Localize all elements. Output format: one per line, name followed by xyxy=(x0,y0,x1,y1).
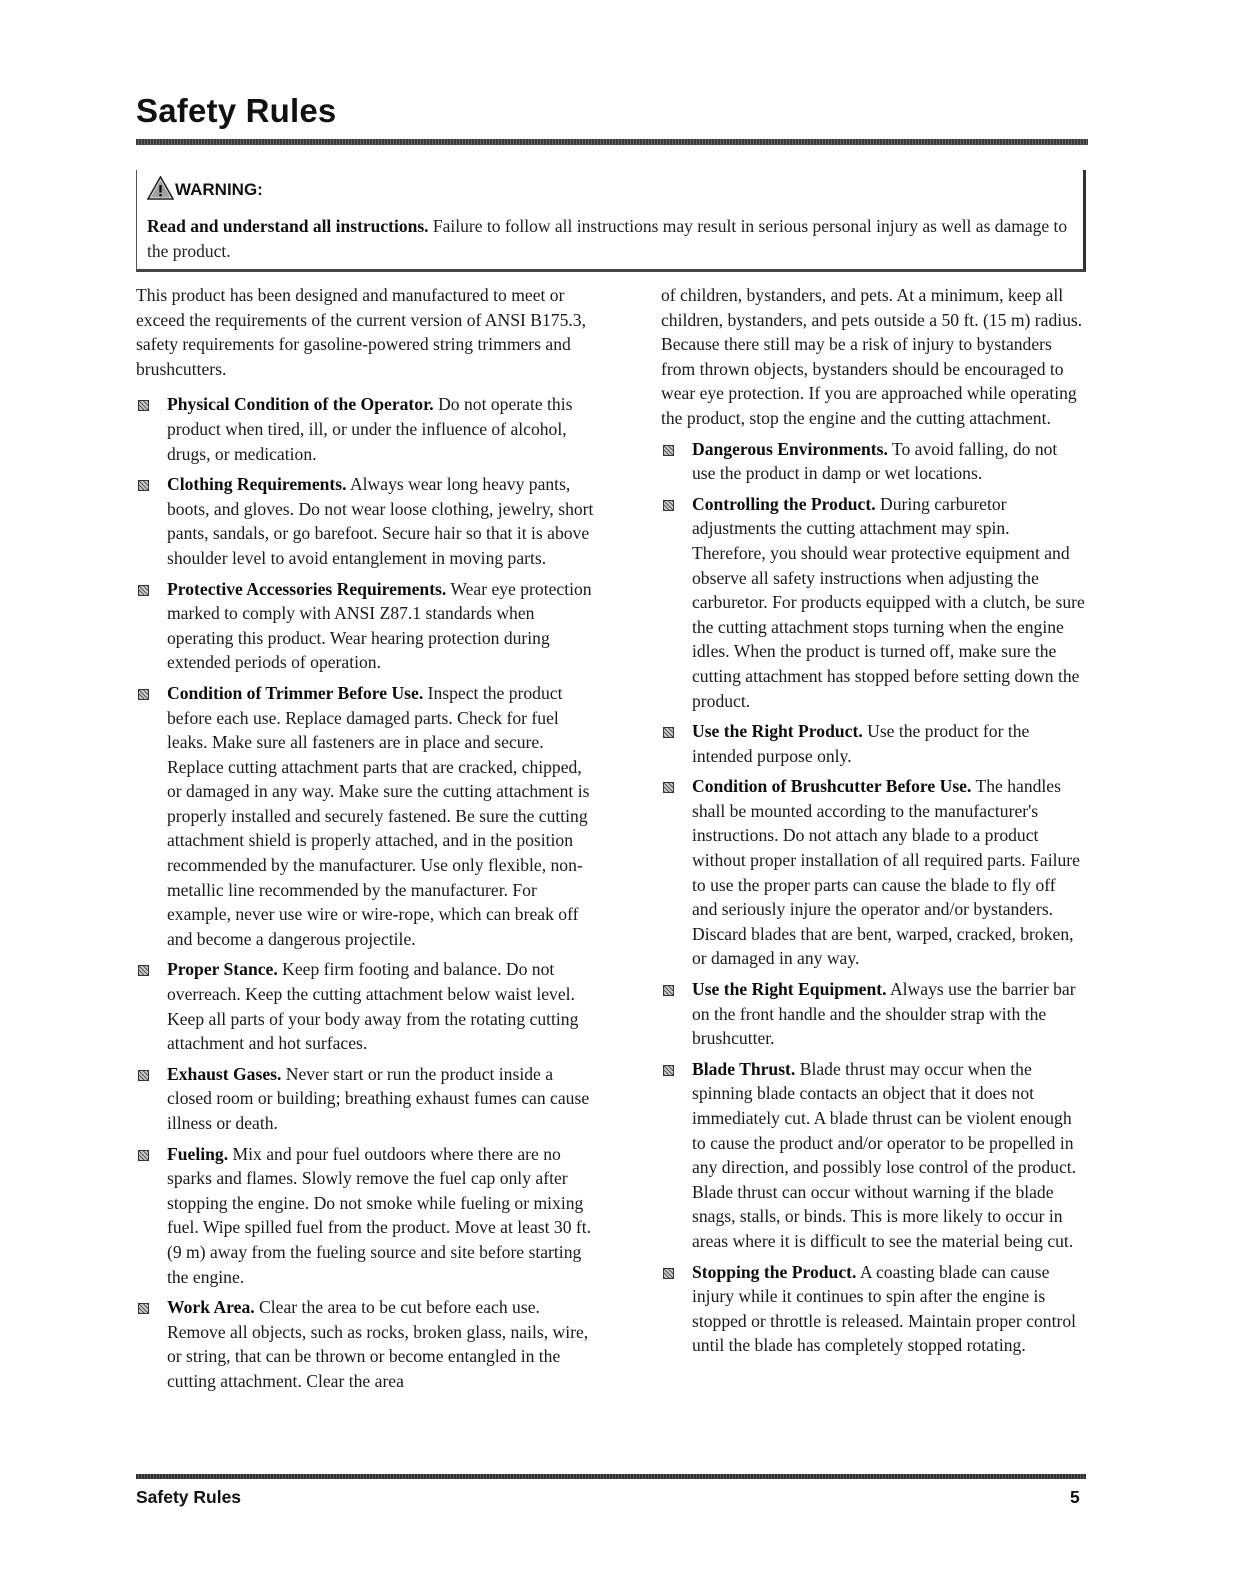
warning-bold-text: Read and understand all instructions. xyxy=(147,216,429,236)
warning-body-text: Failure to follow all instructions may result in serious personal injury as well as damage to the product. xyxy=(147,216,1068,261)
bullet-icon xyxy=(136,392,167,466)
bullet-icon xyxy=(136,472,167,570)
continuation-paragraph: of children, bystanders, and pets. At a minimum, keep all children, bystanders, and pets outside a 50 ft. (15 m) radius. Because there still may be a risk of injury to bystanders from thrown objects, bystanders should be encouraged to wear eye protection. If you are approached while operating the product, stop the engine and the cutting attachment. xyxy=(661,285,1083,428)
intro-paragraph: This product has been designed and manufactured to meet or exceed the requirements of the current version of ANSI B175.3, safety requirements for gasoline-powered string trimmers and brushcutters. xyxy=(136,285,586,379)
rule-text: Never start or run the product inside a closed room or building; breathing exhaust fumes can cause illness or death. xyxy=(167,1063,590,1133)
bullet-icon xyxy=(661,1057,692,1254)
rule-item-clothing xyxy=(136,472,594,570)
rule-title: Use the Right Equipment. xyxy=(692,979,887,1000)
bullet-icon xyxy=(136,1062,167,1136)
rule-text: To avoid falling, do not use the product in damp or wet locations. xyxy=(692,438,1058,484)
rule-title: Dangerous Environments. xyxy=(692,438,888,459)
rule-title: Stopping the Product. xyxy=(692,1261,857,1282)
rule-text: Blade thrust may occur when the spinning blade contacts an object that it does not immediately cut. A blade thrust can be violent enough to cause the product and/or operator to be propelled in any direction, and possibly lose control of the product. Blade thrust can occur without warning if the blade snags, stalls, or binds. This is more likely to occur in areas where it is difficult to see the material being cut. xyxy=(692,1058,1077,1251)
bullet-icon xyxy=(136,1295,167,1393)
rule-item-trimmer-condition xyxy=(136,681,594,952)
right-column xyxy=(661,283,1085,1364)
rule-item-protective-accessories xyxy=(136,577,594,675)
rule-item-right-product xyxy=(661,719,1085,768)
warning-text xyxy=(147,214,1077,264)
bullet-icon xyxy=(661,492,692,713)
bullet-icon xyxy=(136,577,167,675)
rule-title: Proper Stance. xyxy=(167,959,278,980)
rule-text: Inspect the product before each use. Replace damaged parts. Check for fuel leaks. Make sure all fasteners are in place and secure. Replace cutting attachment parts that are cracked, chipped, or damaged in any way. Make sure the cutting attachment is properly installed and securely fastened. Be sure the cutting attachment shield is properly attached, and in the position recommended by the manufacturer. Use only flexible, non-metallic line recommended by the manufacturer. For example, never use wire or wire-rope, which can break off and become a dangerous projectile. xyxy=(167,682,590,949)
rule-title: Clothing Requirements. xyxy=(167,474,347,495)
rule-text: Do not operate this product when tired, ill, or under the influence of alcohol, drugs, or medication. xyxy=(167,394,573,464)
warning-header xyxy=(147,176,263,200)
bullet-icon xyxy=(661,977,692,1051)
rule-item-brushcutter-condition xyxy=(661,774,1085,971)
rule-item-proper-stance xyxy=(136,957,594,1055)
rule-text: Keep firm footing and balance. Do not overreach. Keep the cutting attachment below waist level. Keep all parts of your body away from the rotating cutting attachment and hot surfaces. xyxy=(167,959,579,1054)
bullet-icon xyxy=(661,1260,692,1358)
footer-section-title: Safety Rules xyxy=(136,1487,242,1507)
bullet-icon xyxy=(661,437,692,486)
rule-item-exhaust-gases xyxy=(136,1062,594,1136)
rule-item-fueling xyxy=(136,1142,594,1290)
rule-text: A coasting blade can cause injury while it continues to spin after the engine is stopped or throttle is released. Maintain proper control until the blade has completely stopped rotating. xyxy=(692,1261,1077,1356)
rule-text: Use the product for the intended purpose only. xyxy=(692,721,1030,766)
bullet-icon xyxy=(136,681,167,952)
rule-text: The handles shall be mounted according to the manufacturer's instructions. Do not attach any blade to a product without proper installation of all required parts. Failure to use the proper parts can cause the blade to fly off and seriously injure the operator and/or bystanders. Discard blades that are bent, warped, cracked, broken, or damaged in any way. xyxy=(692,776,1080,969)
rule-item-right-equipment xyxy=(661,977,1085,1051)
rule-text: Mix and pour fuel outdoors where there are no sparks and flames. Slowly remove the fuel cap only after stopping the engine. Do not smoke while fueling or mixing fuel. Wipe spilled fuel from the product. Move at least 30 ft. (9 m) away from the fueling source and site before starting the engine. xyxy=(167,1143,592,1287)
rule-item-dangerous-environments xyxy=(661,437,1085,486)
warning-label: WARNING: xyxy=(175,180,263,199)
footer-divider xyxy=(136,1474,1086,1479)
rule-title: Physical Condition of the Operator. xyxy=(167,394,434,415)
rule-title: Condition of Brushcutter Before Use. xyxy=(692,776,972,797)
warning-triangle-icon xyxy=(147,176,174,200)
rule-title: Work Area. xyxy=(167,1297,255,1318)
rule-title: Condition of Trimmer Before Use. xyxy=(167,682,424,703)
bullet-icon xyxy=(661,719,692,768)
rule-text: Always wear long heavy pants, boots, and gloves. Do not wear loose clothing, jewelry, short pants, sandals, or go barefoot. Secure hair so that it is above shoulder level to avoid entanglement in moving parts. xyxy=(167,474,594,568)
page-number: 5 xyxy=(1070,1487,1080,1507)
page-title: Safety Rules xyxy=(136,92,337,129)
rule-item-physical-condition xyxy=(136,392,594,466)
rule-title: Blade Thrust. xyxy=(692,1058,796,1079)
rule-item-blade-thrust xyxy=(661,1057,1085,1254)
rule-text: Always use the barrier bar on the front handle and the shoulder strap with the brushcutter. xyxy=(692,979,1076,1049)
bullet-icon xyxy=(661,774,692,971)
rule-item-stopping-product xyxy=(661,1260,1085,1358)
rule-title: Protective Accessories Requirements. xyxy=(167,578,447,599)
rule-text: During carburetor adjustments the cutting attachment may spin. Therefore, you should wear protective equipment and observe all safety instructions when adjusting the carburetor. For products equipped with a clutch, be sure the cutting attachment stops turning when the engine idles. When the product is turned off, make sure the cutting attachment has stopped before setting down the product. xyxy=(692,493,1085,711)
warning-box xyxy=(136,170,1086,272)
rule-text: Clear the area to be cut before each use. Remove all objects, such as rocks, broken glass, nails, wire, or string, that can be thrown or become entangled in the cutting attachment. Clear the area xyxy=(167,1297,589,1391)
bullet-icon xyxy=(136,957,167,1055)
rule-item-controlling-product xyxy=(661,492,1085,713)
rule-text: Wear eye protection marked to comply with ANSI Z87.1 standards when operating this product. Wear hearing protection during extended periods of operation. xyxy=(167,578,592,673)
rule-title: Controlling the Product. xyxy=(692,493,876,514)
rule-title: Fueling. xyxy=(167,1143,229,1164)
rule-title: Use the Right Product. xyxy=(692,721,863,742)
rule-item-work-area xyxy=(136,1295,594,1393)
title-divider xyxy=(136,139,1088,145)
rule-title: Exhaust Gases. xyxy=(167,1063,282,1084)
left-column xyxy=(136,283,594,1400)
bullet-icon xyxy=(136,1142,167,1290)
